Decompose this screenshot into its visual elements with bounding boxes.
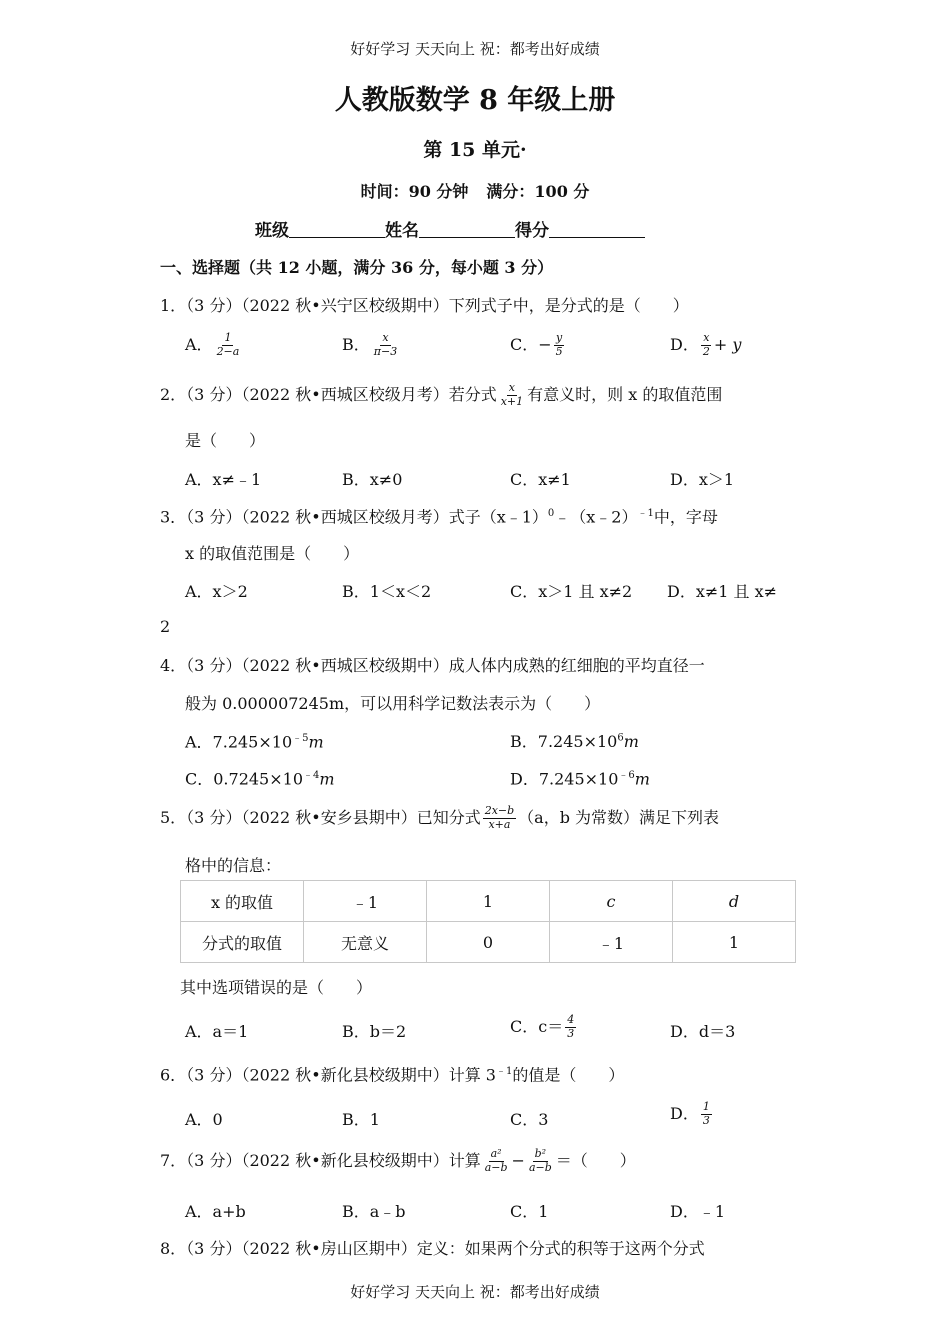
page-title: 人教版数学 8 年级上册 <box>334 85 616 116</box>
class-label: 班级 <box>255 221 289 241</box>
table-cell: 1 <box>673 922 796 963</box>
q7-stem: 7．（3 分）（2022 秋•新化县校级期中）计算 $\frac{\text{a²}}{a-b}$ − $\frac{\text{b²}}{a-b}$ ＝（ ） <box>160 1147 636 1174</box>
table-cell: x 的取值 <box>181 881 304 922</box>
page-footer: 好好学习 天天向上 祝：都考出好成绩 <box>350 1283 600 1301</box>
name-blank[interactable] <box>419 219 515 238</box>
q3-stem-cont: x 的取值范围是（ ） <box>185 544 360 563</box>
q6-option-b: B．1 <box>342 1110 380 1129</box>
q5-question: 其中选项错误的是（ ） <box>180 978 373 997</box>
table-cell: ﹣1 <box>550 922 673 963</box>
q7-option-c: C．1 <box>510 1202 549 1221</box>
student-info-line <box>255 216 645 241</box>
q7-option-a: A．a+b <box>185 1202 246 1221</box>
q2-stem-cont: 是（ ） <box>185 431 266 450</box>
table-cell: ﹣1 <box>304 881 427 922</box>
q5-stem-cont: 格中的信息： <box>185 856 282 875</box>
q2-option-c: C．x≠1 <box>510 470 571 489</box>
q2-option-a: A．x≠﹣1 <box>185 470 262 489</box>
q1-option-c: C．− $\frac{y}{5}$ <box>510 331 563 358</box>
q1-option-d: D． $\frac{x}{2}$ + y <box>670 331 742 358</box>
q7-option-b: B．a﹣b <box>342 1202 406 1221</box>
q3-option-d: D．x≠1 且 x≠ <box>667 582 778 601</box>
q1-stem: 1．（3 分）（2022 秋•兴宁区校级期中）下列式子中，是分式的是（ ） <box>160 296 689 315</box>
score-field-label: 得分 <box>515 221 549 241</box>
q3-stem: 3．（3 分）（2022 秋•西城区校级月考）式子（x﹣1）$^0$﹣（x﹣2）$^{﹣1}$中，字母 <box>160 507 718 527</box>
q6-stem: 6．（3 分）（2022 秋•新化县校级期中）计算 $3^{﹣1}$的值是（ ） <box>160 1065 625 1085</box>
page-header: 好好学习 天天向上 祝：都考出好成绩 <box>350 40 600 58</box>
table-cell: d <box>673 881 796 922</box>
class-blank[interactable] <box>289 219 385 238</box>
q2-option-b: B．x≠0 <box>342 470 403 489</box>
q4-option-a: A．$7.245\times 10^{﹣5}m$ <box>185 732 324 752</box>
q8-stem: 8．（3 分）（2022 秋•房山区期中）定义：如果两个分式的积等于这两个分式 <box>160 1239 705 1258</box>
q4-option-d: D．$7.245\times 10^{﹣6}m$ <box>510 769 650 789</box>
table-row <box>181 881 796 922</box>
q5-stem: 5．（3 分）（2022 秋•安乡县期中）已知分式 $\frac{2x-b}{x+a}$ （a，b 为常数）满足下列表 <box>160 804 720 831</box>
table-cell: c <box>550 881 673 922</box>
time-score-line <box>0 179 950 202</box>
q4-stem-cont: 般为 0.000007245m，可以用科学记数法表示为（ ） <box>185 694 601 713</box>
table-cell: 1 <box>427 881 550 922</box>
q2-stem: 2．（3 分）（2022 秋•西城区校级月考）若分式 $\frac{x}{x+1}$ 有意义时，则 x 的取值范围 <box>160 381 723 408</box>
table-cell: 分式的取值 <box>181 922 304 963</box>
time-label: 时间：90 分钟 <box>360 182 469 201</box>
q3-option-c: C．x＞1 且 x≠2 <box>510 582 633 601</box>
q7-option-d: D．﹣1 <box>670 1202 726 1221</box>
q2-option-d: D．x＞1 <box>670 470 735 489</box>
q5-option-a: A．a＝1 <box>185 1022 249 1041</box>
table-cell: 0 <box>427 922 550 963</box>
table-row <box>181 922 796 963</box>
q4-stem: 4．（3 分）（2022 秋•西城区校级期中）成人体内成熟的红细胞的平均直径一 <box>160 656 705 675</box>
q4-option-c: C．$0.7245\times 10^{﹣4}m$ <box>185 769 335 789</box>
q3-option-a: A．x＞2 <box>185 582 248 601</box>
q5-table <box>180 880 796 963</box>
q6-option-a: A．0 <box>185 1110 223 1129</box>
name-label: 姓名 <box>385 221 419 241</box>
q6-option-d: D． $\frac{1}{3}$ <box>670 1100 710 1127</box>
q1-option-b: B． $\frac{x}{\pi-3}$ <box>342 331 398 358</box>
unit-subtitle: 第 15 单元· <box>423 139 527 161</box>
q4-option-b: B．$7.245\times 10^6m$ <box>510 732 639 751</box>
score-blank[interactable] <box>549 219 645 238</box>
score-label: 满分：100 分 <box>486 182 590 201</box>
q1-option-a: A． $\frac{1}{2-a}$ <box>185 331 240 358</box>
q5-option-c: C．c＝ $\frac{4}{3}$ <box>510 1013 575 1040</box>
q3-option-d-wrap: 2 <box>160 617 171 636</box>
section-heading: 一、选择题（共 12 小题，满分 36 分，每小题 3 分） <box>160 258 554 277</box>
table-cell: 无意义 <box>304 922 427 963</box>
q3-option-b: B．1＜x＜2 <box>342 582 432 601</box>
q5-option-d: D．d＝3 <box>670 1022 736 1041</box>
q6-option-c: C．3 <box>510 1110 549 1129</box>
q5-option-b: B．b＝2 <box>342 1022 407 1041</box>
